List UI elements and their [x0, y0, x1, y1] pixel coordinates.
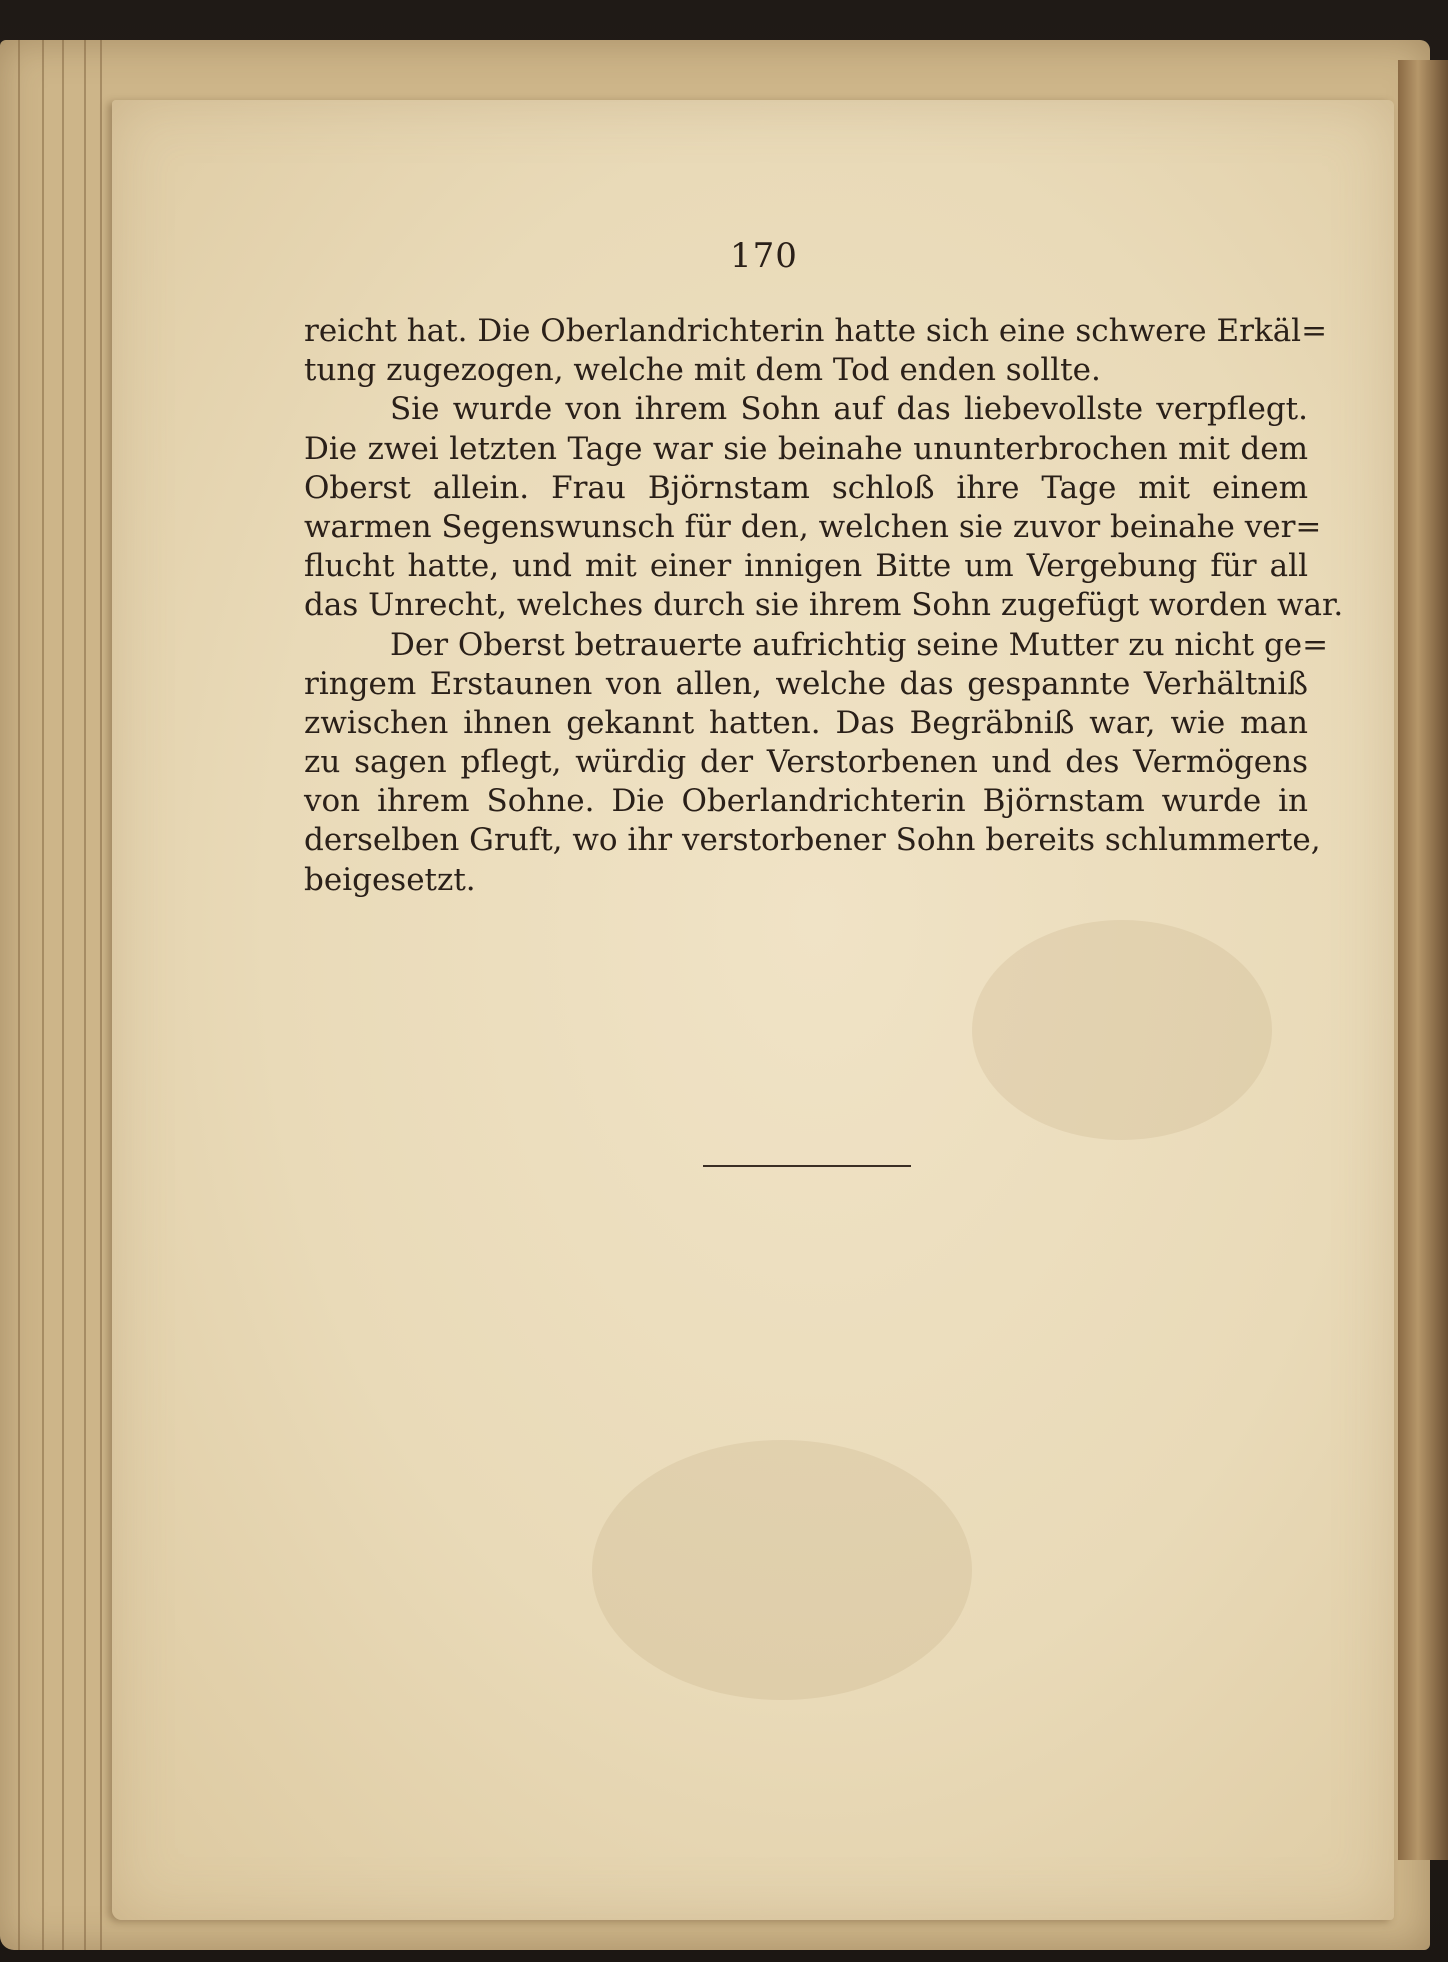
text-line: tung zugezogen, welche mit dem Tod enden sollte. — [304, 352, 1101, 389]
body-text — [304, 312, 1344, 900]
text-line: flucht hatte, und mit einer innigen Bitte um Vergebung für all — [304, 548, 1308, 585]
text-line: das Unrecht, welches durch sie ihrem Sohn zugefügt worden war. — [304, 587, 1344, 624]
page-edge — [62, 40, 64, 1950]
page-number: 170 — [730, 236, 798, 276]
text-line: reicht hat. Die Oberlandrichterin hatte sich eine schwere Erkäl= — [304, 313, 1328, 349]
book-spine — [1398, 60, 1448, 1860]
page-edge — [18, 40, 20, 1950]
paper-stain — [592, 1440, 972, 1700]
text-line: Die zwei letzten Tage war sie beinahe ununterbrochen mit dem — [304, 430, 1308, 467]
section-divider-rule — [703, 1165, 911, 1167]
text-line: ringem Erstaunen von allen, welche das gespannte Verhältniß — [304, 665, 1308, 702]
paper-stain — [972, 920, 1272, 1140]
page-edge — [84, 40, 86, 1950]
text-line: Sie wurde von ihrem Sohn auf das liebevollste verpflegt. — [390, 391, 1308, 428]
text-line: zwischen ihnen gekannt hatten. Das Begräbniß war, wie man — [304, 704, 1308, 741]
text-line: derselben Gruft, wo ihr verstorbener Sohn bereits schlummerte, — [304, 822, 1321, 859]
text-line: von ihrem Sohne. Die Oberlandrichterin Björnstam wurde in — [304, 783, 1308, 820]
page-edge — [42, 40, 44, 1950]
text-line: warmen Segenswunsch für den, welchen sie zuvor beinahe ver= — [304, 508, 1322, 545]
text-line: Der Oberst betrauerte aufrichtig seine Mutter zu nicht ge= — [390, 626, 1329, 663]
page-edge — [100, 40, 102, 1950]
text-line: Oberst allein. Frau Björnstam schloß ihre Tage mit einem — [304, 469, 1308, 506]
text-line: beigesetzt. — [304, 861, 476, 898]
text-line: zu sagen pflegt, würdig der Verstorbenen und des Vermögens — [304, 744, 1308, 781]
